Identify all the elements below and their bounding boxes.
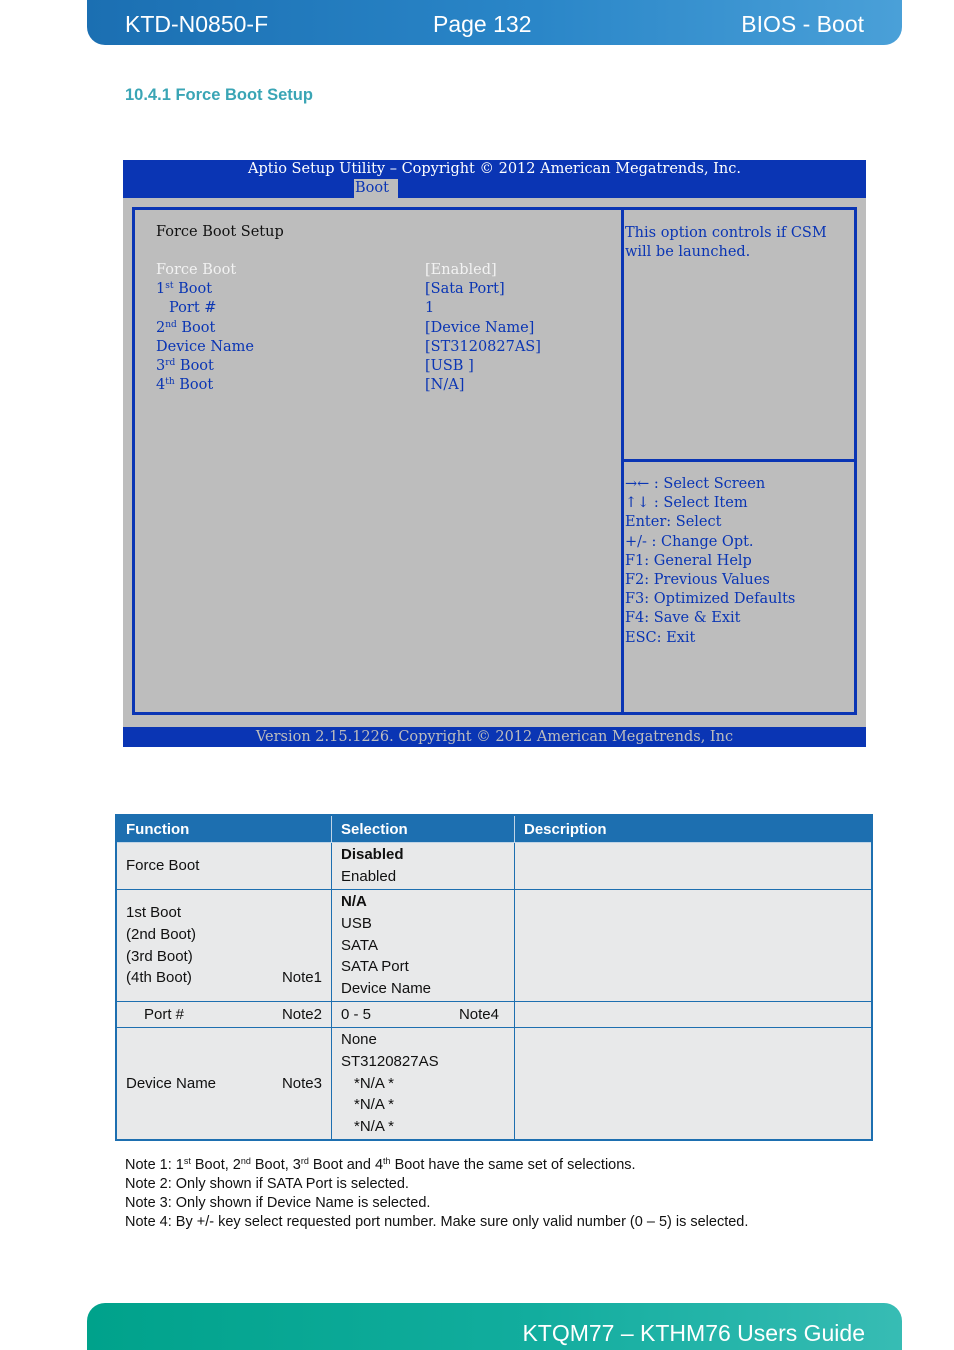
- table-row: [116, 890, 872, 1002]
- bios-version-bar: Version 2.15.1226. Copyright © 2012 American Megatrends, Inc: [123, 727, 866, 747]
- note-text: Note 4: By +/- key select requested port number. Make sure only valid number (0 – 5) is selected.: [125, 1214, 749, 1230]
- bios-item-label-text: 2: [156, 319, 166, 336]
- table-body: [116, 843, 872, 1141]
- bios-key-hint: Enter: Select: [625, 514, 722, 531]
- selection-default: Disabled: [341, 846, 404, 864]
- selection-option: [341, 1004, 505, 1026]
- bios-item-value[interactable]: [USB ]: [425, 357, 474, 374]
- note-line: [125, 1213, 748, 1232]
- note-text: Note 3: Only shown if Device Name is selected.: [125, 1195, 431, 1211]
- bios-item-label-text: 1: [156, 281, 166, 298]
- page-header: [87, 0, 902, 45]
- bios-item-label-suffix: Boot: [176, 319, 216, 336]
- bios-item-label[interactable]: [156, 376, 254, 395]
- bios-title-bar: [123, 160, 866, 198]
- selection-text: Enabled: [341, 868, 397, 885]
- bios-item-label-text: Force Boot: [156, 262, 237, 278]
- function-note: Note3: [281, 1074, 322, 1092]
- function-line: [126, 1073, 322, 1095]
- note-ordinal: rd: [300, 1156, 309, 1166]
- selection-cell: [332, 843, 515, 890]
- bios-item-label[interactable]: [156, 319, 254, 338]
- table-row: [116, 1028, 872, 1141]
- bios-item-value[interactable]: [Enabled]: [425, 262, 497, 278]
- column-header-selection: Selection: [332, 815, 515, 843]
- bios-item-label[interactable]: [156, 338, 254, 357]
- selection-option: [341, 935, 505, 957]
- bios-item-label-text: Port #: [169, 300, 217, 317]
- bios-item-label-ordinal: nd: [165, 319, 177, 330]
- bios-key-hint: F4: Save & Exit: [625, 610, 741, 627]
- guide-title: KTQM77 – KTHM76 Users Guide: [522, 1320, 865, 1346]
- bios-item-label-ordinal: rd: [165, 357, 176, 368]
- table-row: [116, 1002, 872, 1028]
- bios-item-value[interactable]: [ST3120827AS]: [425, 338, 541, 355]
- bios-main-panel: [132, 207, 857, 715]
- bios-item-label-suffix: Boot: [174, 377, 214, 394]
- function-text: Port #: [144, 1005, 185, 1023]
- bios-key-hint: F1: General Help: [625, 552, 752, 569]
- bios-item-value[interactable]: [Sata Port]: [425, 281, 505, 298]
- note-text: Boot have the same set of selections.: [390, 1157, 636, 1173]
- bios-key-hint: ↑↓ : Select Item: [625, 495, 748, 512]
- function-line: [126, 946, 322, 968]
- page-number: Page 132: [433, 11, 532, 37]
- table-header-row: [116, 815, 872, 843]
- bios-item-label[interactable]: [156, 299, 254, 318]
- description-cell: [515, 1028, 873, 1141]
- selection-option: [341, 866, 505, 888]
- function-line: [126, 967, 322, 989]
- note-ordinal: st: [183, 1156, 191, 1166]
- options-table: [115, 814, 873, 1141]
- section-title: 10.4.1 Force Boot Setup: [125, 86, 313, 104]
- bios-item-label-ordinal: th: [165, 377, 175, 388]
- function-line: [126, 1004, 322, 1026]
- note-line: [125, 1194, 748, 1213]
- bios-page-heading: Force Boot Setup: [156, 224, 284, 240]
- function-text: (4th Boot): [126, 969, 192, 987]
- note-text: Boot, 3: [250, 1157, 301, 1173]
- selection-text: *N/A *: [354, 1074, 395, 1092]
- selection-option: [341, 913, 505, 935]
- selection-text: ST3120827AS: [341, 1052, 439, 1070]
- note-text: Boot, 2: [190, 1157, 241, 1173]
- selection-text: SATA Port: [341, 958, 409, 976]
- document-id: KTD-N0850-F: [125, 11, 269, 37]
- bios-item-value[interactable]: [Device Name]: [425, 319, 535, 336]
- selection-text: None: [341, 1031, 377, 1049]
- function-cell: [116, 1028, 332, 1141]
- note-line: [125, 1175, 748, 1194]
- bios-item-labels: [156, 261, 254, 395]
- column-header-description: Description: [515, 815, 873, 843]
- bios-item-label-text: 3: [156, 357, 166, 374]
- selection-option: [341, 956, 505, 978]
- function-text: Device Name: [126, 1074, 217, 1092]
- selection-option: [341, 1029, 505, 1051]
- column-header-function: Function: [116, 815, 332, 843]
- bios-divider-horizontal: [624, 459, 857, 462]
- function-line: [126, 855, 322, 877]
- bios-key-hint: F3: Optimized Defaults: [625, 591, 796, 608]
- bios-item-label[interactable]: [156, 357, 254, 376]
- bios-key-legend: [625, 475, 795, 648]
- note-text: Note 1: 1: [125, 1157, 184, 1173]
- bios-item-label-text: Device Name: [156, 338, 255, 355]
- bios-item-label-ordinal: st: [165, 281, 174, 292]
- page-footer: [87, 1303, 902, 1350]
- bios-key-hint: +/- : Change Opt.: [625, 533, 754, 550]
- function-text: (2nd Boot): [126, 925, 197, 943]
- function-text: (3rd Boot): [126, 947, 193, 965]
- note-ordinal: th: [383, 1156, 391, 1166]
- bios-item-values: [425, 261, 541, 395]
- selection-text: *N/A *: [354, 1096, 395, 1114]
- function-cell: [116, 843, 332, 890]
- note-text: Note 2: Only shown if SATA Port is selected.: [125, 1176, 409, 1192]
- selection-text: SATA: [341, 936, 378, 954]
- bios-item-value[interactable]: 1: [425, 300, 435, 317]
- bios-utility-title: Aptio Setup Utility – Copyright © 2012 American Megatrends, Inc.: [248, 161, 741, 177]
- header-section: BIOS - Boot: [741, 11, 864, 37]
- bios-item-label[interactable]: [156, 280, 254, 299]
- description-cell: [515, 890, 873, 1002]
- selection-text: 0 - 5: [341, 1005, 372, 1023]
- bios-help-text: [625, 224, 827, 262]
- note-ordinal: nd: [240, 1156, 251, 1166]
- description-cell: [515, 843, 873, 890]
- bios-key-hint: →← : Select Screen: [625, 476, 766, 492]
- table-row: [116, 843, 872, 890]
- bios-key-hint: F2: Previous Values: [625, 571, 770, 588]
- selection-cell: [332, 1028, 515, 1141]
- bios-item-value[interactable]: [N/A]: [425, 377, 465, 394]
- selection-option: [341, 1051, 505, 1073]
- bios-key-hint: ESC: Exit: [625, 629, 696, 646]
- bios-item-label-suffix: Boot: [175, 357, 214, 374]
- function-cell: [116, 890, 332, 1002]
- selection-option: [341, 978, 505, 1000]
- function-cell: [116, 1002, 332, 1028]
- bios-item-label-suffix: Boot: [173, 281, 213, 298]
- selection-option: [341, 1094, 505, 1116]
- selection-text: Device Name: [341, 980, 432, 998]
- bios-item-label[interactable]: [156, 261, 254, 280]
- selection-default: N/A: [341, 893, 367, 911]
- function-line: [126, 902, 322, 924]
- bios-help-line: This option controls if CSM: [625, 225, 827, 241]
- selection-option: [341, 1073, 505, 1095]
- selection-cell: [332, 1002, 515, 1028]
- function-text: 1st Boot: [126, 904, 182, 922]
- selection-text: USB: [341, 914, 372, 932]
- bios-tab-boot[interactable]: Boot: [354, 179, 398, 198]
- bios-help-line: will be launched.: [625, 244, 751, 261]
- selection-note: Note4: [458, 1005, 499, 1023]
- function-note: Note1: [281, 969, 322, 987]
- selection-text: *N/A *: [354, 1118, 395, 1136]
- notes-block: [125, 1156, 748, 1232]
- note-line: [125, 1156, 748, 1175]
- bios-screen: [123, 160, 866, 747]
- function-text: Force Boot: [126, 857, 200, 875]
- bios-item-label-text: 4: [156, 377, 166, 394]
- description-cell: [515, 1002, 873, 1028]
- note-text: Boot and 4: [308, 1157, 384, 1173]
- function-line: [126, 924, 322, 946]
- function-note: Note2: [281, 1005, 322, 1023]
- selection-option: [341, 1116, 505, 1138]
- selection-cell: [332, 890, 515, 1002]
